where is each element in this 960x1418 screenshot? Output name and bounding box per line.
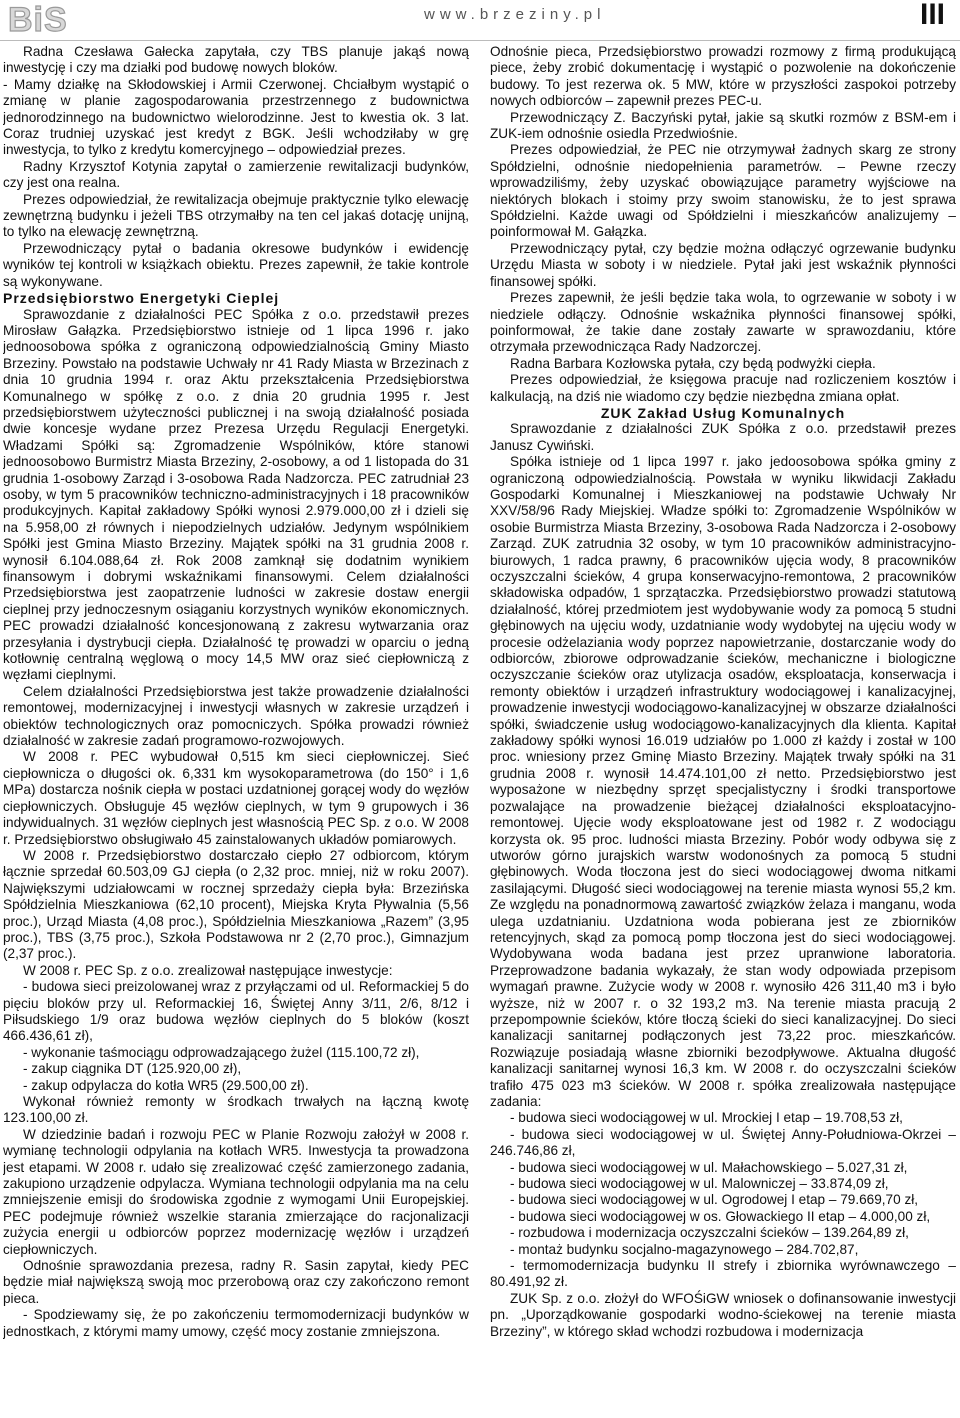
paragraph: Przewodniczący pytał o badania okresowe budynków i ewidencję wyników tej kontroli w książkach obiektu. Prezes zapewnił, że takie kontrole są wykonywane. xyxy=(3,240,469,289)
paragraph: Radna Czesława Gałecka zapytała, czy TBS planuje jakąś nową inwestycję i czy ma działki pod budowę nowych bloków. xyxy=(3,44,469,76)
paragraph: - budowa sieci wodociągowej w ul. Małachowskiego – 5.027,31 zł, xyxy=(510,1159,908,1175)
paragraph: W 2008 r. Przedsiębiorstwo dostarczało ciepło 27 odbiorcom, którym łącznie sprzedał 60.503,09 GJ ciepła (o 2,32 proc. mniej, niż w roku 2007). Największymi udziałowcami w rocznej sprzedaży ciepła była: Brzezińska Spółdzielnia Mieszkaniowa (62,10 procent), Miejska Kryta Pływalnia (5,56 proc.), Urząd Miasta (4,08 proc.), Spółdzielnia Mieszkaniowa „Razem” (3,95 proc.), TBS (3,75 proc.), Szkoła Podstawowa nr 2 (2,70 proc.), Gimnazjum (2,37 proc.). xyxy=(3,847,469,962)
paragraph: Przewodniczący pytał, czy będzie można odłączyć ogrzewanie budynku Urzędu Miasta w soboty i w niedziele. Pytał jaki jest wskaźnik płynności finansowej spółki. xyxy=(490,240,956,289)
paragraph: Celem działalności Przedsiębiorstwa jest także prowadzenie działalności remontowej, modernizacyjnej i inwestycji własnych w zakresie urządzeń i obiektów technologicznych oraz pomocniczych. Spółka prowadzi również działalność w zakresie zadań programowo-rozwojowych. xyxy=(3,683,469,749)
paragraph: Wykonał również remonty w środkach trwałych na łączną kwotę 123.100,00 zł. xyxy=(3,1094,469,1126)
paragraph: - budowa sieci wodociągowej w ul. Malowniczej – 33.874,09 zł, xyxy=(510,1176,889,1192)
paragraph: - termomodernizacja budynku II strefy i zbiornika wyrównawczego – 80.491,92 zł. xyxy=(490,1258,956,1290)
paragraph: Spółka istnieje od 1 lipca 1997 r. jako jedoosobowa spółka gminy z ograniczoną odpowiedzialnością. Powstała w wyniku likwidacji Zakładu Gospodarki Komunalnej i Mieszkaniowej na podstawie Uchwały Nr XXV/58/96 Rady Miejskiej. Władze spółki to: Zgromadzenie Wspólników w osobie Burmistrza Miasta Brzeziny, 3-osobowa Rada Nadzorcza i 2-osobowy Zarząd. ZUK zatrudnia 32 osoby, w tym 10 pracowników administracyjno-biurowych, 1 radca prawny, 6 pracowników ujęcia wody, 8 pracowników oczyszczalni ścieków, 4 grupa konserwacyjno-remontowa, 2 pracowników składowiska odpadów, 1 sprzątaczka. Przedsiębiorstwo prowadzi statutową działalność, której przedmiotem jest wydobywanie wody za pomocą 5 studni głębinowych na ujęciu wody, uzdatnianie wody wydobytej na ujęciu wody w procesie odżelaziania wody poprzez napowietrzanie, dostarczanie wody do odbiorców, zbiorowe odprowadzanie ścieków, mechaniczne i biologiczne oczyszczanie ścieków oraz utylizacja osadów, eksploatacja, konserwacja i remonty obiektów i urządzeń infrastruktury wodociągowej i kanalizacyjnej, prowadzenie inwestycji wodociągowo-kanalizacyjnej w obszarze działalności spółki, świadczenie usług wodociągowo-kanalizacyjnych dla klienta. Kapitał zakładowy spółki wynosi 16.019 udziałów po 1.000 zł każdy i został w 100 proc. wniesiony przez Gminę Miasto Brzeziny. Majątek trwały spółki na 31 grudnia 2008 r. wynosił 14.474.101,00 zł netto. Przedsiębiorstwo jest wyposażone w niezbędny sprzęt specjalistyczny i środki transportowe pozwalające na prowadzenie bieżącej działalności eksploatacyjno-remontowej. Ujęcie wody eksploatowane jest od 1982 r. Z wodociągu korzysta ok. 95 proc. ludności miasta Brzeziny. Pobór wody odbywa się z utworów górno jurajskich warstw wodonośnych za pomocą 5 studni głębinowych. Woda tłoczona jest do sieci wodociągowej dwoma nitkami zasilającymi. Długość sieci wodociągowej na terenie miasta wynosi 55,2 km. Ze względu na ponadnormową zawartość związków żelaza i manganu, woda ulega uzdatnianiu. Uzdatniona woda pobierana jest ze zbiorników retencyjnych, skąd za pomocą pomp tłoczona jest do sieci wodociągowej. Wydobywana woda badana jest przez upranwione laboratoria. Przeprowadzone badania wykazały, że stan wody odpowiada przepisom wymagań prawne. Zużycie wody w 2008 r. wynosiło 426 311,40 m3 i było wyższe, niż w 2007 r. o 32 193,2 m3. Na terenie miasta pracują 2 przepompownie ścieków, które tłoczą ścieki do sieci kanalizacyjnej. Do sieci kanalizacji sanitarnej podłączonych jest 73,22 proc. mieszkańców. Rozwiązuje posiadają własne zbiorniki bezodpływowe. Aktualna długość kanalizacji sanitarnej wynosi 16,3 km. W 2008 r. do oczyszczalni ścieków trafiło 475 023 m3 ścieków. W 2008 r. spółka zrealizowała następujące zadania: xyxy=(490,454,956,1109)
paragraph: W 2008 r. PEC Sp. z o.o. zrealizował następujące inwestycje: xyxy=(23,962,393,978)
paragraph: Radna Barbara Kozłowska pytała, czy będą podwyżki ciepła. xyxy=(510,355,876,371)
paragraph: - budowa sieci wodociągowej w os. Głowackiego II etap – 4.000,00 zł, xyxy=(510,1208,931,1224)
section-heading: Przedsiębiorstwo Energetyki Cieplej xyxy=(3,290,280,307)
site-url: www.brzeziny.pl xyxy=(424,6,606,23)
paragraph: - zakup odpylacza do kotła WR5 (29.500,00 zł). xyxy=(23,1077,309,1093)
paragraph: - zakup ciągnika DT (125.920,00 zł), xyxy=(23,1061,242,1077)
paragraph: - budowa sieci wodociągowej w ul. Ogrodowej I etap – 79.669,70 zł, xyxy=(510,1192,919,1208)
paragraph: W dziedzinie badań i rozwoju PEC w Planie Rozwoju założył w 2008 r. wymianę technologii odpylania na kotłach WR5. Inwestycja ta prowadzona jest etapami. W 2008 r. udało się zrealizować część zamierzonego zadania, zakupiono urządzenie odpylacza. Wymiana technologii odpylania ma na celu zmniejszenie emisji do środowiska zgodnie z wymogami Unii Europejskiej. PEC podejmuje również wszelkie starania zmierzające do racjonalizacji zużycia energii u odbiorców poprzez modernizację węzłów i urządzeń ciepłowniczych. xyxy=(3,1126,469,1257)
paragraph: - wykonanie taśmociągu odprowadzającego żużel (115.100,72 zł), xyxy=(23,1044,420,1060)
page-header xyxy=(0,0,960,40)
page-number: III xyxy=(920,0,946,31)
header-divider xyxy=(0,40,960,41)
section-heading: ZUK Zakład Usług Komunalnych xyxy=(600,404,846,421)
paragraph: Sprawozdanie z działalności ZUK Spółka z o.o. przedstawił prezes Janusz Cywiński. xyxy=(490,421,956,453)
paragraph: Radny Krzysztof Kotynia zapytał o zamierzenie rewitalizacji budynków, czy jest ona realna. xyxy=(3,158,469,191)
paragraph: Prezes zapewnił, że jeśli będzie taka wola, to ogrzewanie w soboty i w niedziele odłączy. Odnośnie wskaźnika płynności finansowej spółki, poinformował, że takie dane zostały zawarte w sprawozdaniu, które otrzymała przewodnicząca Rady Nadzorczej. xyxy=(490,290,956,355)
paragraph: W 2008 r. PEC wybudował 0,515 km sieci ciepłowniczej. Sieć ciepłownicza o długości ok. 6,331 km wysokoparametrowa (do 150° i 1,6 MPa) dostarcza nośnik ciepła w postaci uzdatnionej gorącej wody do węzłów ciepłowniczych. Obsługuje 45 węzłów cieplnych, w tym 9 grupowych i 36 indywidualnych. 31 węzłów cieplnych jest własnością PEC Sp. z o.o. W 2008 r. Przedsiębiorstwo obsługiwało 45 zainstalowanych układów pomiarowych. xyxy=(3,749,469,847)
paragraph: Odnośnie sprawozdania prezesa, radny R. Sasin zapytał, kiedy PEC będzie miał największą swoją moc przerobową oraz czy zakończono remont pieca. xyxy=(3,1258,469,1306)
paragraph: Odnośnie pieca, Przedsiębiorstwo prowadzi rozmowy z firmą produkującą piece, żeby zrobić dokumentację i wystąpić o pozwolenie na dokończenie budowy. To jest rezerwa ok. 5 MW, które w przyszłości zaspokoi potrzeby nowych odbiorców – zapewnił prezes PEC-u. xyxy=(490,44,956,109)
paragraph: - budowa sieci preizolowanej wraz z przyłączami od ul. Reformackiej 5 do pięciu bloków przy ul. Reformackiej 16, Świętej Anny 3/11, 2/6, 8/12 i Piłsudskiego 1/9 oraz budowa węzłów cieplnych do 5 bloków (koszt 466.436,61 zł), xyxy=(3,979,469,1044)
svg-text:BiS: BiS xyxy=(8,1,68,36)
article-column-left xyxy=(3,44,469,1416)
article-column-right xyxy=(490,44,956,1416)
paragraph: - Spodziewamy się, że po zakończeniu termomodernizacji budynków w jednostkach, z którymi mamy umowy, część mocy zostanie zmniejszona. xyxy=(3,1307,469,1339)
paragraph: ZUK Sp. z o.o. złożył do WFOŚiGW wniosek o dofinansowanie inwestycji pn. „Uporządkowanie gospodarki wodno-ściekowej na terenie miasta Brzeziny”, w którego skład wchodzi rozbudowa i modernizacja xyxy=(490,1290,956,1339)
paragraph: Prezes odpowiedział, że księgowa pracuje nad rozliczeniem kosztów i kalkulacją, na dziś nie wiadomo czy będzie niezbędna zmiana opłat. xyxy=(490,372,956,404)
bis-logo xyxy=(4,0,82,36)
paragraph: - budowa sieci wodociągowej w ul. Świętej Anny-Południowa-Okrzei – 246.746,86 zł, xyxy=(490,1126,956,1159)
paragraph: - Mamy działkę na Skłodowskiej i Armii Czerwonej. Chciałbym wystąpić o zmianę w planie zagospodarowania przestrzennego z budownictwa jednorodzinnego na budownictwo wielorodzinne. Jest to kwestia ok. 3 lat. Coraz trudniej uzyskać jest kredyt z BGK. Jeśli wchodziłaby w grę inwestycja, to tylko z kredytu komercyjnego – odpowiedział prezes. xyxy=(3,76,469,158)
paragraph: - rozbudowa i modernizacja oczyszczalni ścieków – 139.264,89 zł, xyxy=(510,1225,909,1241)
paragraph: Prezes odpowiedział, że rewitalizacja obejmuje praktycznie tylko elewację zewnętrzną budynku i jeżeli TBS otrzymałby na ten cel jakaś dotację unijną, to tylko na elewację zewnętrzną. xyxy=(3,191,469,240)
paragraph: Sprawozdanie z działalności PEC Spółka z o.o. przedstawił prezes Mirosław Gałązka. Przedsiębiorstwo istnieje od 1 lipca 1996 r. jako jednoosobowa spółka z ograniczoną odpowiedzialnością Gminy Miasto Brzeziny. Powstało na podstawie Uchwały nr 41 Rady Miasta w Brzezinach z dnia 10 grudnia 1994 r. oraz Aktu przekształcenia Przedsiębiorstwa Komunalnego w spółkę z o.o. z dnia 20 grudnia 1995 r. Jest przedsiębiorstwem użyteczności publicznej i na swoją działalność posiada dwie koncesje wydane przez Prezesa Urzędu Regulacji Energetyki. Władzami Spółki są: Zgromadzenie Wspólników, które stanowi jednoosobowo Burmistrz Miasta Brzeziny, 2-osobowy, a od 1 listopada do 31 grudnia 1-osobowy Zarząd i 3-osobowa Rada Nadzorcza. PEC zatrudniał 23 osoby, w tym 5 pracowników techniczno-administracyjnych i 18 pracowników produkcyjnych. Kapitał zakładowy Spółki wynosi 2.979.000,00 zł i dzieli się na 5.958,00 zł równych i niepodzielnych udziałów. Jedynym wspólnikiem Spółki jest Gmina Miasto Brzeziny. Majątek spółki na 31 grudnia 2008 r. wynosił 6.104.088,64 zł. Rok 2008 zamknął się dodatnim wynikiem finansowym i dobrymi wskaźnikami finansowymi. Celem działalności Przedsiębiorstwa jest zaopatrzenie ludności w zakresie dostaw energii cieplnej przy jednoczesnym osiąganiu korzystnych wyników ekonomicznych. PEC prowadzi działalność koncesjonowaną z zakresu wytwarzania oraz przesyłania i dystrybucji ciepła. Działalność tę prowadzi w oparciu o jedną kotłownię centralną węglową o mocy 14,5 MW oraz sieć ciepłowniczą z węzłami cieplnymi. xyxy=(3,306,469,683)
paragraph: Przewodniczący Z. Baczyński pytał, jakie są skutki rozmów z BSM-em i ZUK-iem odnośnie osiedla Przedwiośnie. xyxy=(490,109,956,142)
paragraph: - budowa sieci wodociągowej w ul. Mrockiej I etap – 19.708,53 zł, xyxy=(510,1110,903,1126)
paragraph: Prezes odpowiedział, że PEC nie otrzymywał żadnych skarg ze strony Spółdzielni, odnośnie niedopełnienia parametrów. – Pewne rzeczy wprowadziliśmy, żeby uzyskać obowiązujące parametry wyjściowe na niektórych blokach i stoimy przy swoim stanowisku, że to jest sprawa Spółdzielni. Każde uwagi od Spółdzielni i mieszkańców analizujemy – poinformował M. Gałązka. xyxy=(490,142,956,240)
paragraph: - montaż budynku socjalno-magazynowego – 284.702,87, xyxy=(510,1241,859,1257)
